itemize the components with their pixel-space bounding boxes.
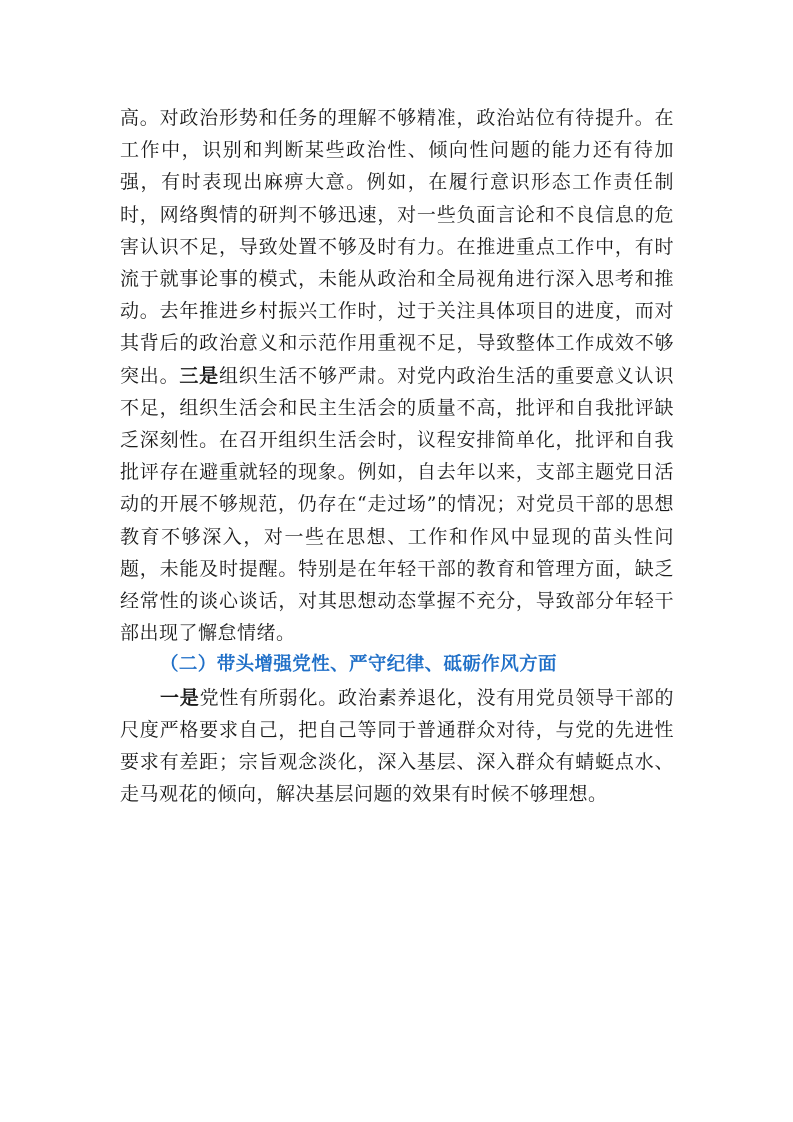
- paragraph-lead-marker: 一是: [160, 686, 200, 709]
- paragraph-political-awareness: [120, 102, 674, 649]
- paragraph-party-spirit: [120, 682, 674, 811]
- section-heading: （二）带头增强党性、严守纪律、砥砺作风方面: [160, 654, 557, 676]
- paragraph-lead-marker: 三是: [179, 364, 219, 387]
- paragraph-text: 高。对政治形势和任务的理解不够精准，政治站位有待提升。在工作中，识别和判断某些政治性、倾向性问题的能力还有待加强，有时表现出麻痹大意。例如，在履行意识形态工作责任制时，网络舆情的研判不够迅速，对一些负面言论和不良信息的危害认识不足，导致处置不够及时有力。在推进重点工作中，有时流于就事论事的模式，未能从政治和全局视角进行深入思考和推动。去年推进乡村振兴工作时，过于关注具体项目的进度，而对其背后的政治意义和示范作用重视不足，导致整体工作成效不够突出。: [120, 107, 674, 387]
- paragraph-text: 组织生活不够严肃。对党内政治生活的重要意义认识不足，组织生活会和民主生活会的质量不高，批评和自我批评缺乏深刻性。在召开组织生活会时，议程安排简单化，批评和自我批评存在避重就轻的现象。例如，自去年以来，支部主题党日活动的开展不够规范，仍存在“走过场”的情况；对党员干部的思想教育不够深入，对一些在思想、工作和作风中显现的苗头性问题，未能及时提醒。特别是在年轻干部的教育和管理方面，缺乏经常性的谈心谈话，对其思想动态掌握不充分，导致部分年轻干部出现了懈怠情绪。: [120, 364, 674, 645]
- paragraph-text: 党性有所弱化。政治素养退化，没有用党员领导干部的尺度严格要求自己，把自己等同于普通群众对待，与党的先进性要求有差距；宗旨观念淡化，深入基层、深入群众有蜻蜓点水、走马观花的倾向，解决基层问题的效果有时候不够理想。: [120, 686, 674, 806]
- document-body: [120, 102, 674, 810]
